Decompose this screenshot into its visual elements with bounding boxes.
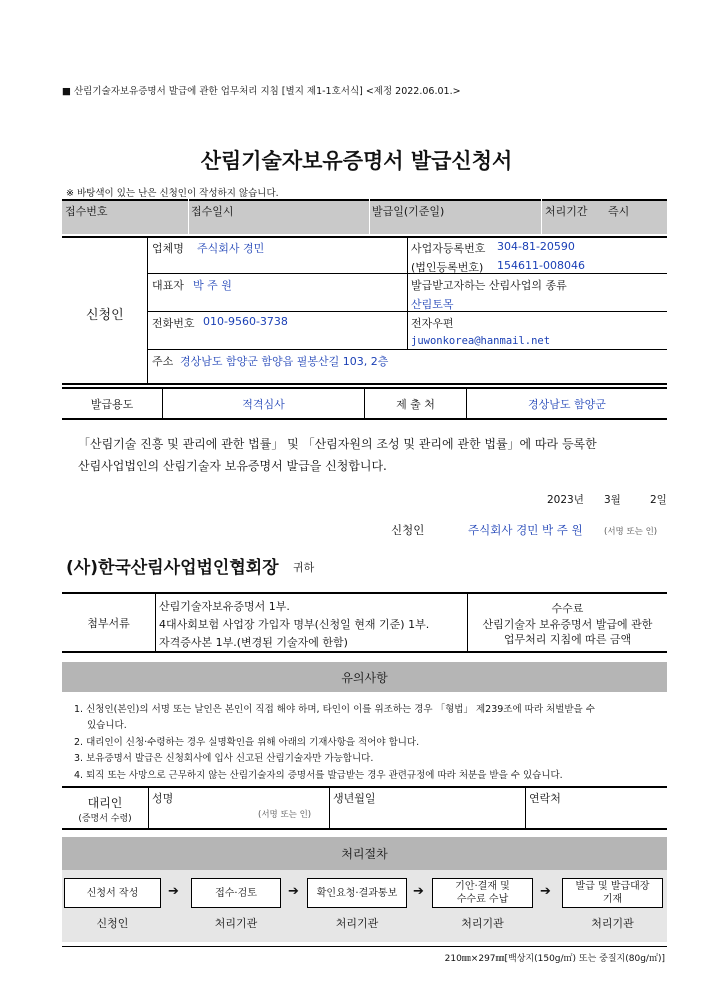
process-step-box: 신청서 작성 [64, 878, 161, 908]
notes-title-bar [62, 662, 667, 692]
fee-text-line-1: 산림기술자 보유증명서 발급에 관한 [482, 618, 653, 631]
email-label: 전자우편 [411, 317, 454, 330]
statement-line-2: 산림사업법인의 산림기술자 보유증명서 발급을 신청합니다. [78, 459, 387, 473]
agent-sublabel: (증명서 수령) [78, 814, 132, 824]
corporate-reg-no-value: 154611-008046 [497, 259, 585, 272]
note-item: 1. 신청인(본인)의 서명 또는 날인은 본인이 직접 해야 하며, 타인이 이를 위조하는 경우 「형법」 제239조에 따라 처벌받을 수 [74, 704, 595, 715]
arrow-right-icon: ➔ [413, 884, 424, 899]
business-reg-no-value: 304-81-20590 [497, 240, 575, 253]
address-label: 주소 [152, 355, 174, 368]
process-step-box: 접수·검토 [191, 878, 281, 908]
addressee-suffix: 귀하 [293, 561, 315, 574]
agent-name-label: 성명 [152, 792, 174, 805]
business-reg-no-label: 사업자등록번호 [411, 242, 486, 255]
submit-to-value: 경상남도 함양군 [528, 398, 606, 411]
attachment-item: 자격증사본 1부.(변경된 기술자에 한함) [159, 636, 348, 649]
process-title-bar [62, 837, 667, 870]
attachment-item: 산림기술자보유증명서 1부. [159, 600, 290, 613]
fee-text-line-2: 업무처리 지침에 따른 금액 [503, 633, 632, 646]
business-type-value: 산림토목 [411, 298, 454, 311]
statement-line-1: 「산림기술 진흥 및 관리에 관한 법률」 및 「산림자원의 조성 및 관리에 관한 법률」에 따라 등록한 [78, 437, 597, 451]
agent-label: 대리인 [87, 796, 123, 810]
agent-sign-note: (서명 또는 인) [258, 810, 312, 820]
phone-label: 전화번호 [152, 317, 195, 330]
purpose-value: 적격심사 [242, 398, 285, 411]
email-value: juwonkorea@hanmail.net [411, 335, 551, 347]
shade-note: ※ 바탕색이 있는 난은 신청인이 작성하지 않습니다. [66, 188, 279, 199]
process-step-actor: 처리기관 [214, 917, 258, 930]
representative-label: 대표자 [152, 279, 184, 292]
notes-title: 유의사항 [341, 670, 388, 685]
process-step-actor: 처리기관 [591, 917, 634, 930]
date-year: 2023년 [547, 494, 584, 506]
form-reference-note: ■ 산림기술자보유증명서 발급에 관한 업무처리 지침 [별지 제1-1호서식] <제정 2022.06.01.> [62, 86, 461, 97]
applicant-section-label: 신청인 [86, 308, 124, 323]
process-step-box: 기안·결재 및 수수료 수납 [432, 878, 533, 908]
agent-contact-label: 연락처 [529, 792, 561, 805]
signature-label: 신청인 [391, 523, 425, 537]
corporate-reg-no-label: (법인등록번호) [411, 261, 484, 274]
arrow-right-icon: ➔ [168, 884, 179, 899]
addressee-name: (사)한국산림사업법인협회장 [66, 558, 279, 578]
receipt-no-label: 접수번호 [65, 205, 108, 218]
sign-or-seal-note: (서명 또는 인) [604, 527, 658, 537]
address-value: 경상남도 함양군 함양읍 필봉산길 103, 2층 [180, 355, 389, 368]
arrow-right-icon: ➔ [288, 884, 299, 899]
phone-value: 010-9560-3738 [203, 315, 288, 328]
attachments-label: 첨부서류 [87, 617, 130, 630]
representative-value: 박 주 원 [193, 279, 232, 292]
processing-period-label: 처리기간 [545, 205, 588, 218]
date-month: 3월 [604, 494, 621, 506]
date-day: 2일 [650, 494, 667, 506]
note-item: 4. 퇴직 또는 사망으로 근무하지 않는 산림기술자의 증명서를 발급받는 경우 관련규정에 따라 처분을 받을 수 있습니다. [74, 770, 563, 781]
note-item: 2. 대리인이 신청·수령하는 경우 실명확인을 위해 아래의 기재사항을 적어야 합니다. [74, 737, 420, 748]
issue-date-label: 발급일(기준일) [372, 205, 445, 218]
process-step-actor: 신청인 [96, 917, 129, 930]
submit-to-label: 제 출 처 [396, 398, 435, 411]
process-title: 처리절차 [341, 847, 388, 861]
arrow-right-icon: ➔ [540, 884, 551, 899]
process-step-box: 발급 및 발급대장 기재 [562, 878, 663, 908]
process-step-actor: 처리기관 [335, 917, 379, 930]
paper-spec-footer: 210㎜×297㎜[백상지(150g/㎡) 또는 중질지(80g/㎡)] [444, 954, 665, 964]
signature-value: 주식회사 경민 박 주 원 [468, 523, 583, 537]
business-type-label: 발급받고자하는 산림사업의 종류 [411, 279, 567, 292]
purpose-label: 발급용도 [90, 398, 134, 411]
company-name-label: 업체명 [152, 242, 184, 255]
process-step-box: 확인요청·결과통보 [307, 878, 407, 908]
note-item: 있습니다. [87, 720, 127, 731]
attachment-item: 4대사회보험 사업장 가입자 명부(신청일 현재 기준) 1부. [159, 618, 430, 631]
fee-label: 수수료 [551, 602, 584, 615]
receipt-date-label: 접수일시 [191, 205, 234, 218]
page-title: 산림기술자보유증명서 발급신청서 [200, 149, 513, 173]
agent-birth-label: 생년월일 [333, 792, 376, 805]
company-name-value: 주식회사 경민 [197, 242, 265, 255]
process-step-actor: 처리기관 [461, 917, 504, 930]
processing-period-value: 즉시 [608, 205, 630, 218]
note-item: 3. 보유증명서 발급은 신청회사에 입사 신고된 산림기술자만 가능합니다. [74, 753, 374, 764]
